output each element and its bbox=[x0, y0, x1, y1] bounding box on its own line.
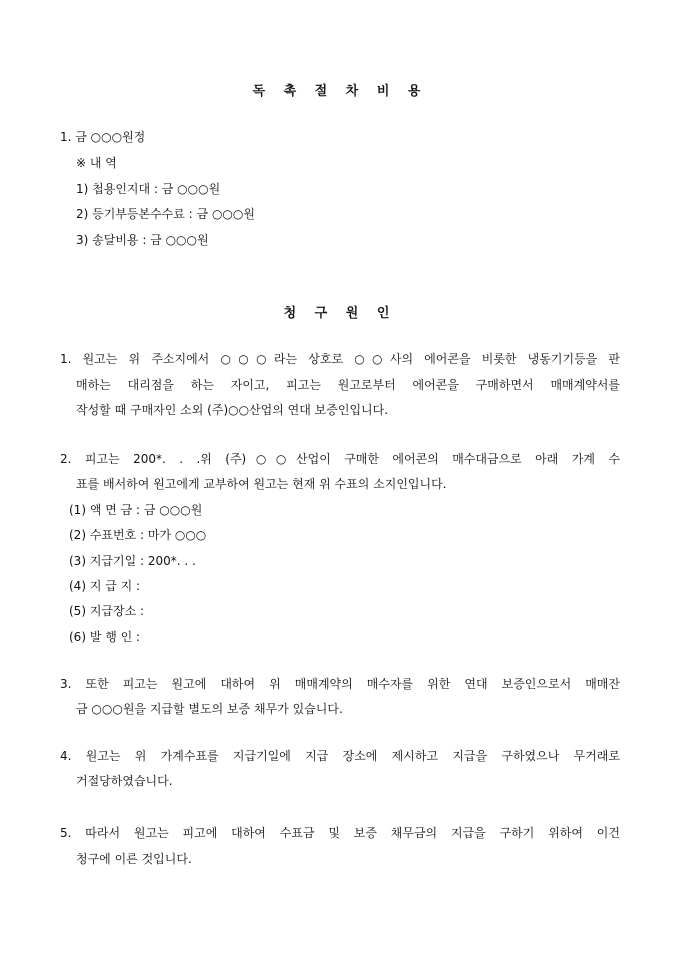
claim-1-line-2: 매하는 대리점을 하는 자이고, 피고는 원고로부터 에어콘을 구매하면서 매매계약서를 bbox=[76, 378, 620, 392]
cost-item-3: 3) 송달비용 : 금 ○○○원 bbox=[76, 233, 209, 247]
claim-4-line-2: 거절당하였습니다. bbox=[76, 774, 173, 788]
claim-3-line-1: 3. 또한 피고는 원고에 대하여 위 매매계약의 매수자를 위한 연대 보증인으로서 매매잔 bbox=[60, 677, 620, 691]
claim-2-line-2: 표를 배서하여 원고에게 교부하여 원고는 현재 위 수표의 소지인입니다. bbox=[76, 477, 447, 491]
check-payment-location: (5) 지급장소 : bbox=[69, 604, 145, 618]
check-issuer: (6) 발 행 인 : bbox=[69, 630, 141, 644]
check-payment-place: (4) 지 급 지 : bbox=[69, 579, 141, 593]
check-payment-date: (3) 지급기일 : 200*. . . bbox=[69, 554, 196, 568]
claim-2-line-1: 2. 피고는 200*. . .위 (주)○○산업이 구매한 에어콘의 매수대금으로 아래 가계 수 bbox=[60, 452, 620, 466]
claim-1-line-1: 1. 원고는 위 주소지에서 ○○○라는 상호로 ○○사의 에어콘을 비롯한 냉동기기등을 판 bbox=[60, 352, 620, 366]
cost-item-1: 1) 첩용인지대 : 금 ○○○원 bbox=[76, 182, 221, 196]
claim-5-line-2: 청구에 이른 것입니다. bbox=[76, 852, 192, 866]
cost-total: 1. 금 ○○○원정 bbox=[60, 130, 146, 144]
section-title-costs: 독 촉 절 차 비 용 bbox=[252, 84, 428, 99]
section-title-claims: 청 구 원 인 bbox=[283, 306, 397, 321]
breakdown-heading: ※ 내 역 bbox=[76, 156, 117, 170]
claim-4-line-1: 4. 원고는 위 가계수표를 지급기일에 지급 장소에 제시하고 지급을 구하였으나 무거래로 bbox=[60, 749, 620, 763]
claim-5-line-1: 5. 따라서 원고는 피고에 대하여 수표금 및 보증 채무금의 지급을 구하기 위하여 이건 bbox=[60, 826, 620, 840]
check-face-amount: (1) 액 면 금 : 금 ○○○원 bbox=[69, 503, 203, 517]
check-number: (2) 수표번호 : 마가 ○○○ bbox=[69, 528, 207, 542]
claim-1-line-3: 작성할 때 구매자인 소외 (주)○○산업의 연대 보증인입니다. bbox=[76, 403, 389, 417]
cost-item-2: 2) 등기부등본수수료 : 금 ○○○원 bbox=[76, 207, 255, 221]
claim-3-line-2: 금 ○○○원을 지급할 별도의 보증 채무가 있습니다. bbox=[76, 702, 343, 716]
